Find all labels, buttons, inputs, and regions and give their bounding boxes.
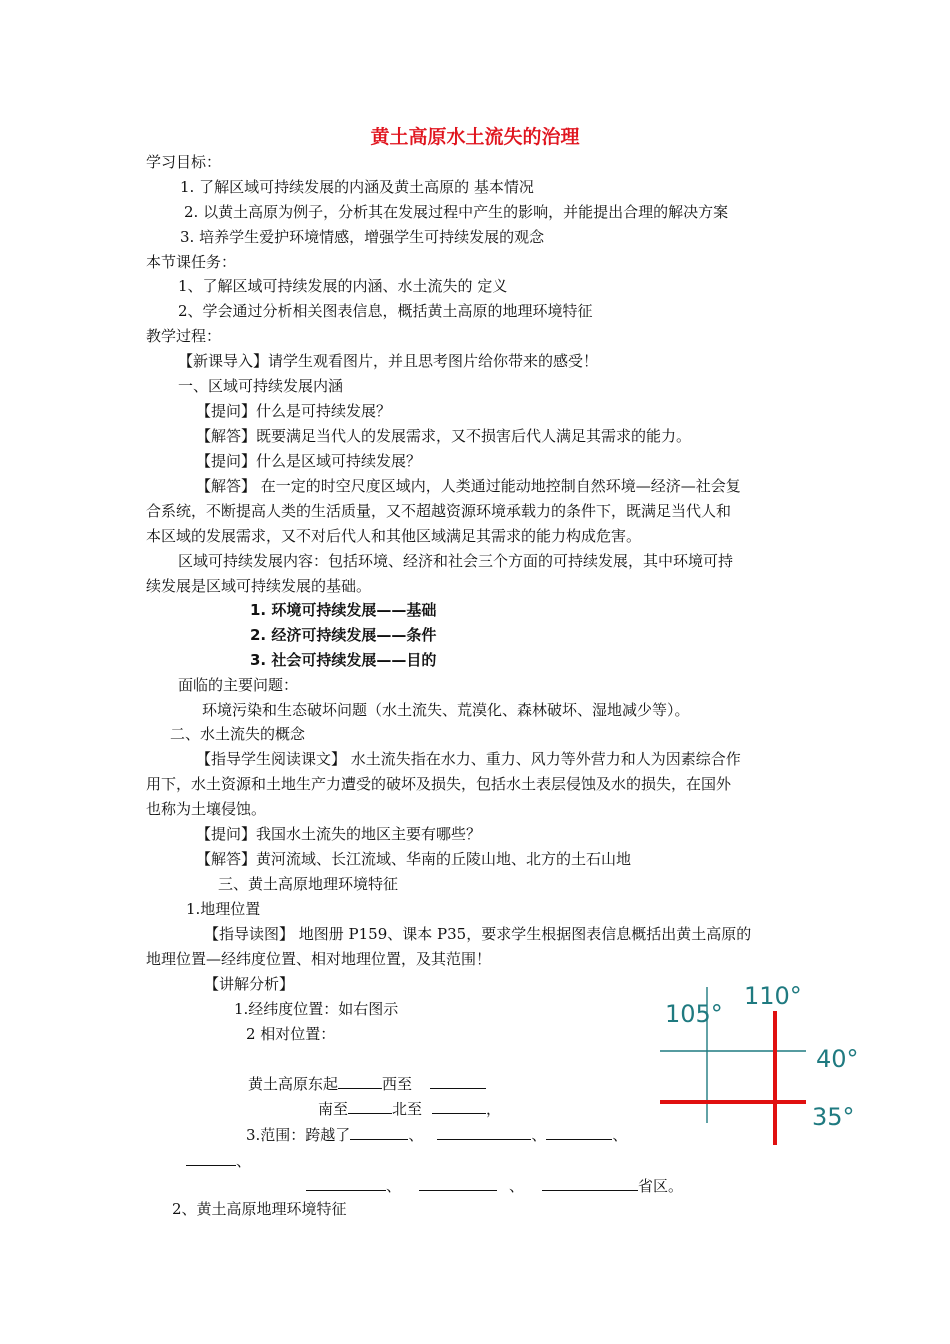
point-environment: 1. 环境可持续发展——基础 — [250, 601, 437, 619]
section-3-heading: 三、黄土高原地理环境特征 — [218, 875, 399, 893]
question-2: 【提问】什么是区域可持续发展？ — [196, 452, 422, 470]
range-blank-7 — [542, 1175, 638, 1191]
problems-text: 环境污染和生态破坏问题（水土流失、荒漠化、森林破坏、湿地减少等）。 — [202, 701, 690, 719]
guide-line-1: 【指导读图】 地图册 P159、课本 P35，要求学生根据图表信息概括出黄土高原的 — [204, 925, 752, 943]
section-1-heading: 一、区域可持续发展内涵 — [178, 377, 344, 395]
point-economy: 2. 经济可持续发展——条件 — [250, 626, 437, 644]
guide-line-2: 地理位置—经纬度位置、相对地理位置，及其范围！ — [146, 950, 492, 968]
north-blank — [432, 1098, 486, 1114]
range-label: 3.范围：跨越了 — [246, 1126, 351, 1144]
answer-1: 【解答】既要满足当代人的发展需求，又不损害后代人满足其需求的能力。 — [196, 427, 692, 445]
task-item-1: 1、了解区域可持续发展的内涵、水土流失的 定义 — [178, 277, 508, 295]
location-heading: 1.地理位置 — [186, 900, 261, 918]
range-blank-4 — [186, 1150, 236, 1166]
section-3-item-2: 2、黄土高原地理环境特征 — [172, 1200, 347, 1218]
range-line: 3.范围：跨越了 、 、 、 — [246, 1126, 628, 1144]
section-2-heading: 二、水土流失的概念 — [170, 725, 306, 743]
section-2-line-1: 【指导学生阅读课文】 水土流失指在水力、重力、风力等外营力和人为因素综合作 — [196, 750, 741, 768]
province-end: 省区。 — [638, 1177, 684, 1195]
section-2-line-3: 也称为土壤侵蚀。 — [146, 800, 267, 818]
label-110: 110° — [744, 982, 802, 1010]
goal-item-1: 1. 了解区域可持续发展的内涵及黄土高原的 基本情况 — [180, 178, 534, 196]
answer-2-line-2: 合系统，不断提高人类的生活质量，又不超越资源环境承载力的条件下，既满足当代人和 — [146, 502, 732, 520]
content-line-2: 续发展是区域可持续发展的基础。 — [146, 577, 372, 595]
south-blank — [348, 1098, 392, 1114]
range-line-2: 、 — [186, 1150, 251, 1171]
range-line-3: 、 、 省区。 — [306, 1175, 683, 1196]
answer-3: 【解答】黄河流域、长江流域、华南的丘陵山地、北方的土石山地 — [196, 850, 632, 868]
goal-item-2: 2. 以黄土高原为例子，分析其在发展过程中产生的影响，并能提出合理的解决方案 — [184, 203, 729, 221]
process-heading: 教学过程： — [146, 327, 222, 345]
goal-item-3: 3. 培养学生爱护环境情感，增强学生可持续发展的观念 — [180, 228, 545, 246]
label-35: 35° — [812, 1103, 855, 1131]
question-3: 【提问】我国水土流失的地区主要有哪些？ — [196, 825, 482, 843]
east-blank — [338, 1073, 382, 1089]
problems-heading: 面临的主要问题： — [178, 676, 299, 694]
label-105: 105° — [665, 1000, 723, 1028]
west-blank — [430, 1073, 486, 1089]
question-1: 【提问】什么是可持续发展？ — [196, 402, 392, 420]
lat-lon-map — [650, 975, 870, 1155]
label-40: 40° — [816, 1045, 859, 1073]
range-blank-3 — [546, 1124, 612, 1140]
south-label: 南至 — [318, 1100, 349, 1118]
intro-text: 【新课导入】请学生观看图片，并且思考图片给你带来的感受！ — [178, 352, 599, 370]
north-label: 北至 — [392, 1100, 423, 1118]
point-society: 3. 社会可持续发展——目的 — [250, 651, 437, 669]
answer-2-line-1: 【解答】 在一定的时空尺度区域内，人类通过能动地控制自然环境—经济—社会复 — [196, 477, 741, 495]
east-label: 黄土高原东起 — [248, 1075, 339, 1093]
goals-heading: 学习目标： — [146, 153, 222, 171]
relative-position-label: 2 相对位置： — [246, 1025, 336, 1043]
range-blank-2 — [437, 1124, 531, 1140]
range-blank-1 — [350, 1124, 408, 1140]
tasks-heading: 本节课任务： — [146, 253, 237, 271]
answer-2-line-3: 本区域的发展需求，又不对后代人和其他区域满足其需求的能力构成危害。 — [146, 527, 642, 545]
west-label: 西至 — [382, 1075, 413, 1093]
range-blank-6 — [419, 1175, 497, 1191]
document-title: 黄土高原水土流失的治理 — [370, 126, 580, 148]
latlon-label: 1.经纬度位置：如右图示 — [234, 1000, 399, 1018]
range-blank-5 — [306, 1175, 386, 1191]
east-west-line — [248, 1073, 486, 1094]
section-2-line-2: 用下，水土资源和土地生产力遭受的破坏及损失，包括水土表层侵蚀及水的损失，在国外 — [146, 775, 732, 793]
analysis-label: 【讲解分析】 — [204, 975, 295, 993]
content-line-1: 区域可持续发展内容：包括环境、经济和社会三个方面的可持续发展，其中环境可持 — [178, 552, 734, 570]
south-north-line: 南至 北至 ， — [318, 1100, 502, 1118]
task-item-2: 2、学会通过分析相关图表信息，概括黄土高原的地理环境特征 — [178, 302, 593, 320]
